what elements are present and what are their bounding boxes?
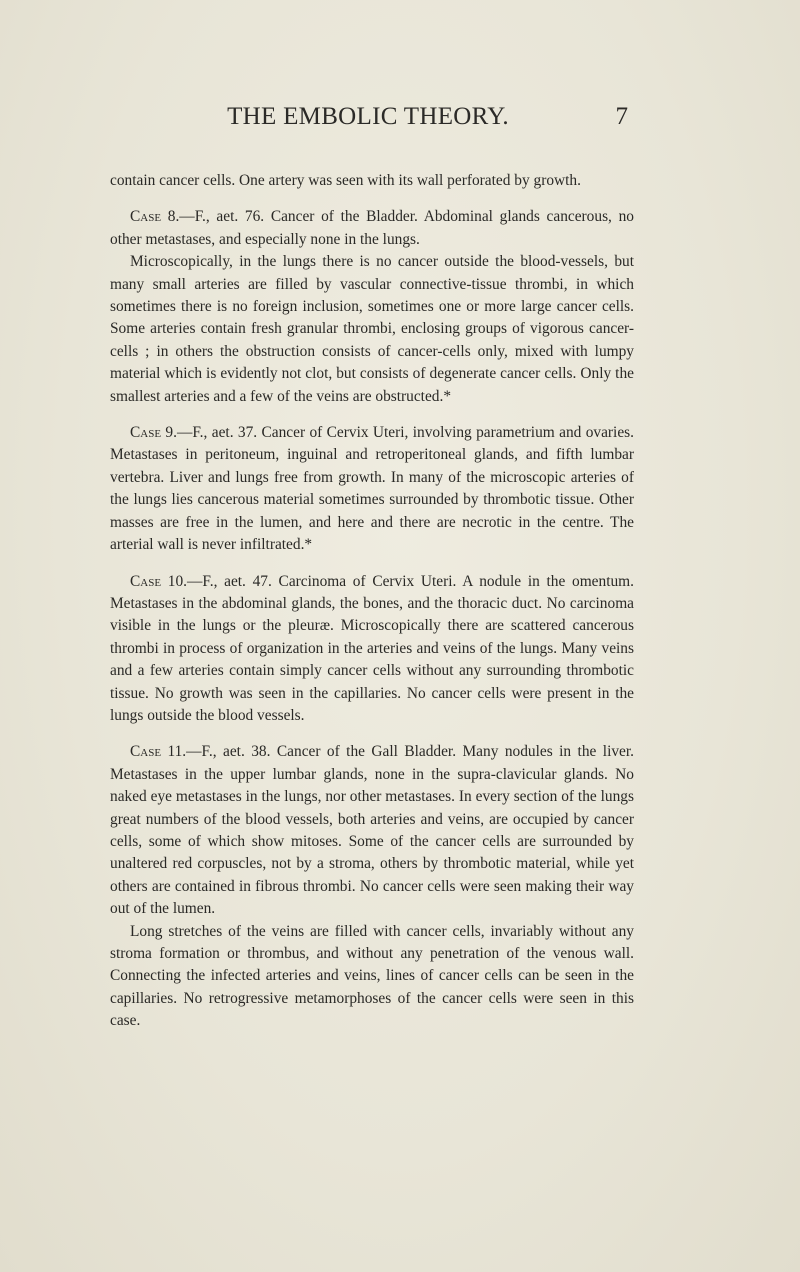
- page-number: 7: [615, 103, 628, 130]
- paragraph-text: —F., aet. 47. Carcinoma of Cervix Uteri. A nodule in the omentum. Metastases in the abdominal glands, the bones, and the thoracic duct. No carcinoma visible in the lungs or the pleuræ. Microscopically there are scattered cancerous thrombi in process of organization in the arteries and veins of the lungs. Many veins and a few arteries contain simply cancer cells without any surrounding thrombotic tissue. No growth was seen in the capillaries. No cancer cells were present in the lungs outside the blood vessels.: [110, 572, 634, 724]
- paragraph-text: Long stretches of the veins are filled with cancer cells, invariably without any stroma formation or thrombus, and without any penetration of the venous wall. Connecting the infected arteries and veins, lines of cancer cells can be seen in the capillaries. No retrogressive metamorphoses of the cancer cells were seen in this case.: [110, 922, 634, 1030]
- paragraph-case-11: [110, 741, 634, 920]
- paragraph-text: Microscopically, in the lungs there is no cancer outside the blood-vessels, but many small arteries are filled by vascular connective-tissue thrombi, in which sometimes there is no foreign inclusion, sometimes one or more large cancer cells. Some arteries contain fresh granular thrombi, enclosing groups of vigorous cancer-cells ; in others the obstruction consists of cancer-cells only, mixed with lumpy material which is evidently not clot, but consists of degenerate cancer cells. Only the smallest arteries and a few of the veins are obstructed.*: [110, 253, 634, 405]
- paragraph-text: —F., aet. 76. Cancer of the Bladder. Abdominal glands cancerous, no other metastases, and especially none in the lungs.: [110, 208, 634, 248]
- paragraph-continuation: [110, 170, 634, 192]
- paragraph-text: contain cancer cells. One artery was seen with its wall perforated by growth.: [110, 172, 581, 189]
- case-label: Case 10.: [130, 572, 187, 590]
- paragraph-case-8-microscopy: [110, 251, 634, 408]
- paragraph-case-9: [110, 422, 634, 556]
- running-head: [108, 103, 628, 143]
- body-text: [110, 170, 634, 1033]
- running-title: THE EMBOLIC THEORY.: [227, 103, 509, 130]
- case-label: Case 8.: [130, 208, 180, 226]
- paragraph-text: —F., aet. 37. Cancer of Cervix Uteri, involving parametrium and ovaries. Metastases in peritoneum, inguinal and retroperitoneal glands, and fifth lumbar vertebra. Liver and lungs free from growth. In many of the microscopic arteries of the lungs lies cancerous material sometimes surrounded by thrombotic tissue. Other masses are free in the lumen, and here and there are necrotic in the centre. The arterial wall is never infiltrated.*: [110, 424, 634, 554]
- paragraph-text: —F., aet. 38. Cancer of the Gall Bladder. Many nodules in the liver. Metastases in the upper lumbar glands, none in the supra-clavicular glands. No naked eye metastases in the lungs, nor other metastases. In every section of the lungs great numbers of the blood vessels, both arteries and veins, are occupied by cancer cells, some of which show mitoses. Some of the cancer cells are surrounded by unaltered red corpuscles, not by a stroma, others by thrombotic material, while yet others are contained in fibrous thrombi. No cancer cells were seen making their way out of the lumen.: [110, 743, 634, 918]
- case-label: Case 11.: [130, 743, 187, 761]
- case-label: Case 9.: [130, 424, 177, 442]
- paragraph-case-8: [110, 206, 634, 251]
- paragraph-case-11-veins: [110, 921, 634, 1033]
- paragraph-case-10: [110, 571, 634, 728]
